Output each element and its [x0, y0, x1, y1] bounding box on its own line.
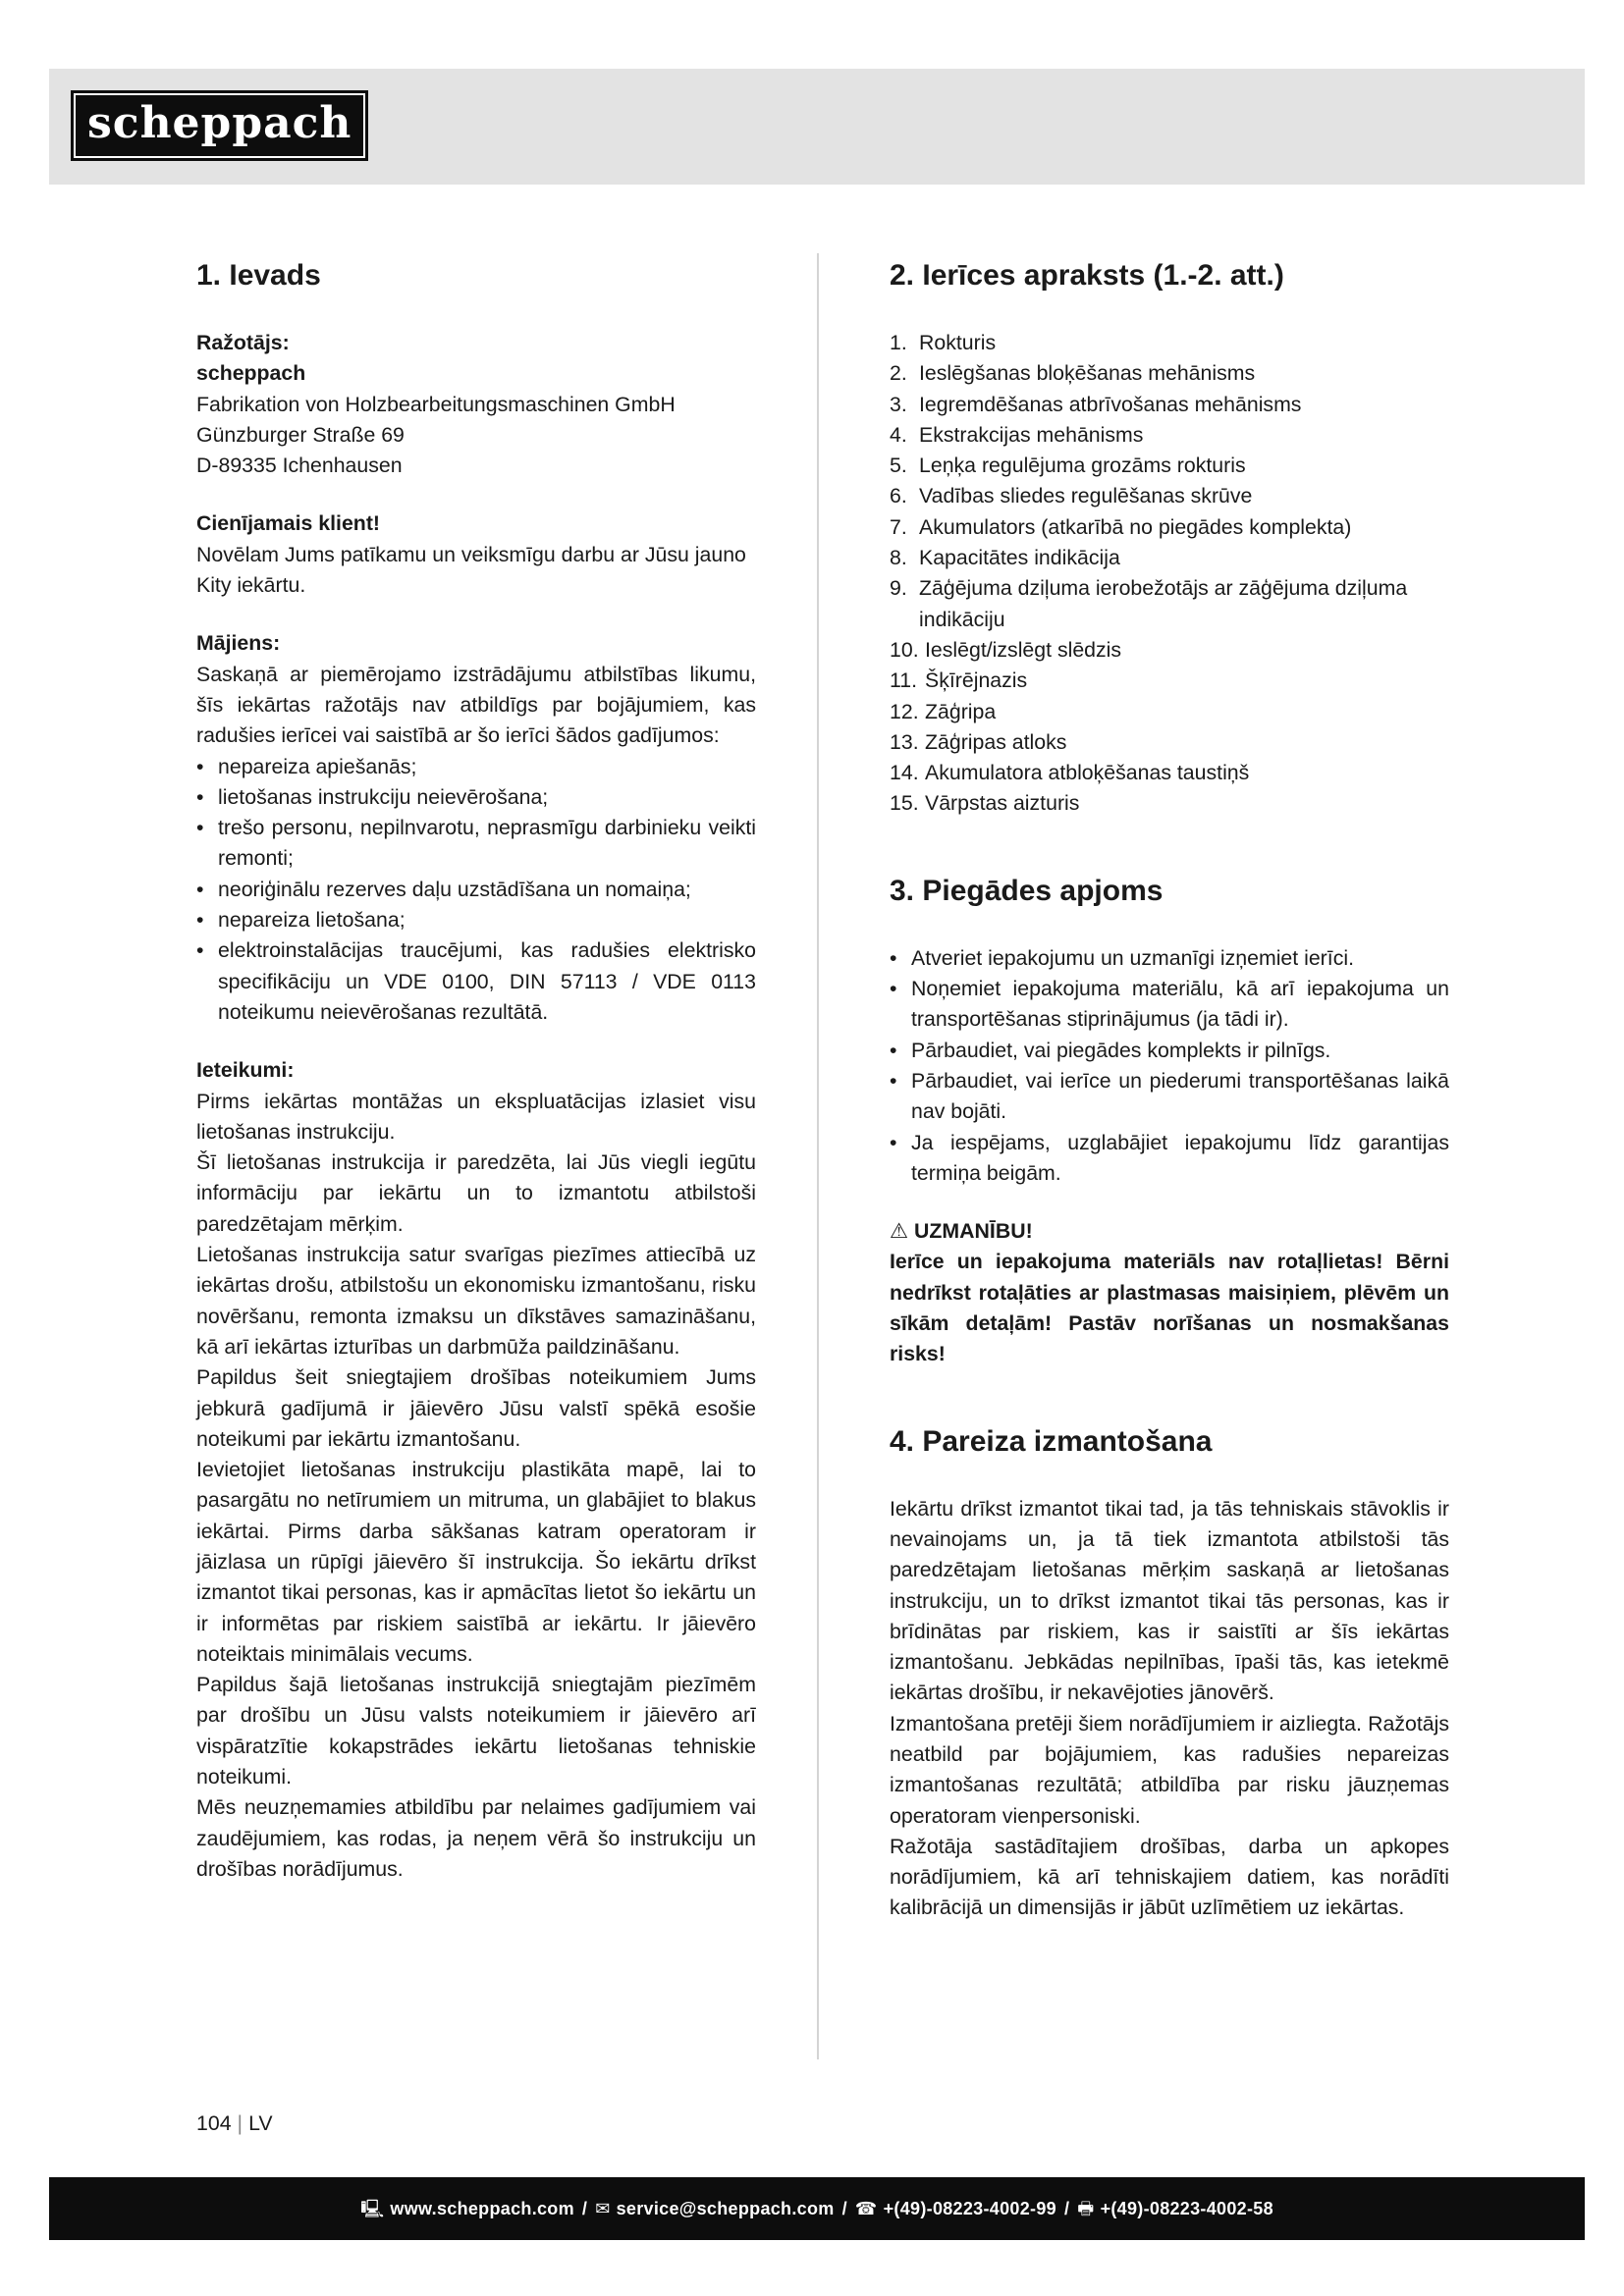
warning-icon: ⚠ [890, 1219, 909, 1244]
item-number: 7. [890, 514, 907, 539]
list-item [890, 451, 1449, 481]
list-item [890, 666, 1449, 696]
item-text: Vārpstas aizturis [925, 791, 1080, 816]
warning-title: UZMANĪBU! [914, 1219, 1033, 1244]
greeting-text: Novēlam Jums patīkamu un veiksmīgu darbu ar Jūsu jauno Kity iekārtu. [196, 542, 746, 598]
item-number: 3. [890, 392, 907, 416]
item-number: 1. [890, 331, 907, 354]
fax-icon: 🖶 [1077, 2199, 1095, 2218]
list-item: • Pārbaudiet, vai piegādes komplekts ir pilnīgs. [890, 1036, 1449, 1066]
brand-logo: scheppach [71, 90, 368, 161]
address-line: Fabrikation von Holzbearbeitungsmaschinen GmbH [196, 392, 676, 416]
phone-icon: ☎ [854, 2199, 878, 2218]
item-number: 15. [890, 791, 919, 816]
item-number: 5. [890, 454, 907, 478]
page-language: LV [248, 2111, 273, 2135]
parts-list [890, 328, 1449, 820]
section-3-title: 3. Piegādes apjoms [890, 874, 1164, 907]
item-number: 9. [890, 576, 907, 601]
item-number: 13. [890, 729, 919, 754]
item-number: 10. [890, 637, 919, 662]
item-text: Ieslēgšanas bloķēšanas mehānisms [919, 361, 1256, 386]
list-item: • lietošanas instrukciju neievērošana; [196, 782, 756, 813]
item-number: 11. [890, 668, 918, 693]
usage-paragraph: Ražotāja sastādītajiem drošības, darba un apkopes norādījumiem, kā arī tehniskajiem datiem, kas norādīti kalibrācijā un dimensijās ir jābūt uzlīmētiem uz iekārtas. [890, 1834, 1449, 1920]
right-column [890, 257, 1449, 1924]
item-text: Šķīrējnazis [925, 668, 1028, 693]
item-text: Iegremdēšanas atbrīvošanas mehānisms [919, 392, 1302, 416]
footer-website: www.scheppach.com [390, 2199, 574, 2218]
list-item [890, 420, 1449, 451]
list-item [890, 543, 1449, 573]
list-item [890, 573, 1449, 635]
address-line: D-89335 Ichenhausen [196, 454, 403, 478]
page-number: 104 | LV [196, 2111, 273, 2135]
greeting-title: Cienījamais klient! [196, 511, 381, 536]
advice-paragraph: Papildus šajā lietošanas instrukcijā sniegtajām piezīmēm par drošību un Jūsu valsts noteikumiem ir jāievēro arī vispāratzītie kokapstrādes iekārtu lietošanas tehniskie noteikumi. [196, 1673, 756, 1789]
footer-email: service@scheppach.com [616, 2199, 835, 2218]
list-item [890, 697, 1449, 727]
header-band [49, 69, 1585, 185]
item-text: Ieslēgt/izslēgt slēdzis [925, 637, 1122, 662]
section-4-title: 4. Pareiza izmantošana [890, 1424, 1213, 1458]
list-item [890, 635, 1449, 666]
footer-band: 🖳 www.scheppach.com / ✉ service@scheppach.com / ☎ +(49)-08223-4002-99 / 🖶 +(49)-08223-4002-58 [49, 2177, 1585, 2240]
list-item [890, 512, 1449, 543]
left-column [196, 257, 756, 1885]
list-item: • Noņemiet iepakojuma materiālu, kā arī iepakojuma un transportēšanas stiprinājumus (ja tādi ir). [890, 974, 1449, 1036]
list-item [890, 758, 1449, 788]
footer-fax: +(49)-08223-4002-58 [1100, 2199, 1273, 2218]
list-item [890, 727, 1449, 758]
notice-list [196, 752, 756, 1029]
list-item [890, 788, 1449, 819]
item-number: 8. [890, 546, 907, 570]
advice-paragraph: Ievietojiet lietošanas instrukciju plastikāta mapē, lai to pasargātu no netīrumiem un mitruma, un glabājiet to blakus iekārtai. Pirms darba sākšanas katram operatoram ir jāizlasa un rūpīgi jāievēro šī instrukcija. Šo iekārtu drīkst izmantot tikai personas, kas ir apmācītas lietot šo iekārtu un ir informētas par riskiem saistībā ar iekārtu. Ir jāievēro noteiktais minimālais vecums. [196, 1458, 756, 1666]
advice-paragraph: Lietošanas instrukcija satur svarīgas piezīmes attiecībā uz iekārtas drošu, atbilstošu un ekonomisku izmantošanu, risku novēršanu, remonta izmaksu un dīkstāves samazināšanu, kā arī iekārtas izturības un darbmūža paildzināšanu. [196, 1243, 756, 1359]
monitor-icon: 🖳 [360, 2199, 385, 2218]
manufacturer-name: scheppach [196, 361, 306, 386]
list-item: • neoriģinālu rezerves daļu uzstādīšana un nomaiņa; [196, 875, 756, 905]
advice-paragraph: Šī lietošanas instrukcija ir paredzēta, lai Jūs viegli iegūtu informāciju par iekārtu un to izmantotu atbilstoši paredzētajam mērķim. [196, 1150, 756, 1236]
item-text: Akumulators (atkarībā no piegādes komplekta) [919, 514, 1352, 539]
list-item: • Pārbaudiet, vai ierīce un piederumi transportēšanas laikā nav bojāti. [890, 1066, 1449, 1128]
advice-paragraph: Mēs neuzņemamies atbildību par nelaimes gadījumiem vai zaudējumiem, kas rodas, ja neņem vērā šo instrukciju un drošības norādījumus. [196, 1795, 756, 1881]
warning-text: Ierīce un iepakojuma materiāls nav rotaļlietas! Bērni nedrīkst rotaļāties ar plastmasas maisiņiem, plēvēm un sīkām detaļām! Pastāv norīšanas un nosmakšanas risks! [890, 1250, 1449, 1366]
notice-text: Saskaņā ar piemērojamo izstrādājumu atbilstības likumu, šīs iekārtas ražotājs nav atbildīgs par bojājumiem, kas radušies ierīcei vai saistībā ar šo ierīci šādos gadījumos: [196, 662, 756, 748]
item-text: Zāģējuma dziļuma ierobežotājs ar zāģējuma dziļuma indikāciju [919, 576, 1408, 631]
address-line: Günzburger Straße 69 [196, 422, 405, 447]
item-text: Rokturis [919, 331, 997, 354]
list-item: • nepareiza lietošana; [196, 905, 756, 935]
warning-heading [890, 1216, 1449, 1247]
item-number: 12. [890, 699, 919, 723]
mail-icon: ✉ [595, 2199, 611, 2218]
list-item: • nepareiza apiešanās; [196, 752, 756, 782]
item-number: 6. [890, 484, 907, 508]
list-item [890, 481, 1449, 511]
column-divider [817, 253, 819, 2059]
list-item [890, 390, 1449, 420]
usage-paragraph: Izmantošana pretēji šiem norādījumiem ir aizliegta. Ražotājs neatbild par bojājumiem, kas radušies nepareizas izmantošanas rezultātā; atbildība par risku jāuzņemas operatoram vienpersoniski. [890, 1711, 1449, 1828]
item-number: 4. [890, 422, 907, 447]
item-text: Ekstrakcijas mehānisms [919, 422, 1144, 447]
advice-title: Ieteikumi: [196, 1058, 295, 1083]
advice-paragraph: Papildus šeit sniegtajiem drošības noteikumiem Jums jebkurā gadījumā ir jāievēro Jūsu valstī spēkā esošie noteikumi par iekārtu izmantošanu. [196, 1365, 756, 1451]
manufacturer-label: Ražotājs: [196, 331, 290, 354]
notice-title: Mājiens: [196, 631, 281, 656]
item-number: 2. [890, 361, 907, 386]
section-1-title: 1. Ievads [196, 259, 321, 292]
list-item [890, 328, 1449, 358]
section-2-title: 2. Ierīces apraksts (1.-2. att.) [890, 259, 1284, 292]
item-text: Zāģripa [925, 699, 997, 723]
list-item: • Ja iespējams, uzglabājiet iepakojumu līdz garantijas termiņa beigām. [890, 1128, 1449, 1190]
delivery-list [890, 943, 1449, 1189]
footer-phone: +(49)-08223-4002-99 [883, 2199, 1056, 2218]
item-text: Akumulatora atbloķēšanas taustiņš [925, 761, 1250, 785]
usage-paragraph: Iekārtu drīkst izmantot tikai tad, ja tās tehniskais stāvoklis ir nevainojams un, ja tā tiek izmantota atbilstoši tās paredzētajam lietošanas mērķim saskaņā ar lietošanas instrukciju, un to drīkst izmantot tikai tās personas, kas ir brīdinātas par riskiem, kas ir saistīti ar šīs iekārtas izmantošanu. Jebkādas nepilnības, īpaši tās, kas ietekmē iekārtas drošību, ir nekavējoties jānovērš. [890, 1496, 1449, 1705]
list-item: • elektroinstalācijas traucējumi, kas radušies elektrisko specifikāciju un VDE 0100, DIN 57113 / VDE 0113 noteikumu neievērošanas rezultātā. [196, 935, 756, 1028]
item-text: Vadības sliedes regulēšanas skrūve [919, 484, 1253, 508]
list-item: • Atveriet iepakojumu un uzmanīgi izņemiet ierīci. [890, 943, 1449, 974]
item-text: Leņķa regulējuma grozāms rokturis [919, 454, 1246, 478]
list-item [890, 358, 1449, 389]
page-number-value: 104 [196, 2111, 232, 2135]
item-text: Kapacitātes indikācija [919, 546, 1120, 570]
list-item: • trešo personu, nepilnvarotu, neprasmīgu darbinieku veikti remonti; [196, 813, 756, 875]
item-text: Zāģripas atloks [925, 729, 1067, 754]
item-number: 14. [890, 761, 919, 785]
advice-paragraph: Pirms iekārtas montāžas un ekspluatācijas izlasiet visu lietošanas instrukciju. [196, 1089, 756, 1144]
